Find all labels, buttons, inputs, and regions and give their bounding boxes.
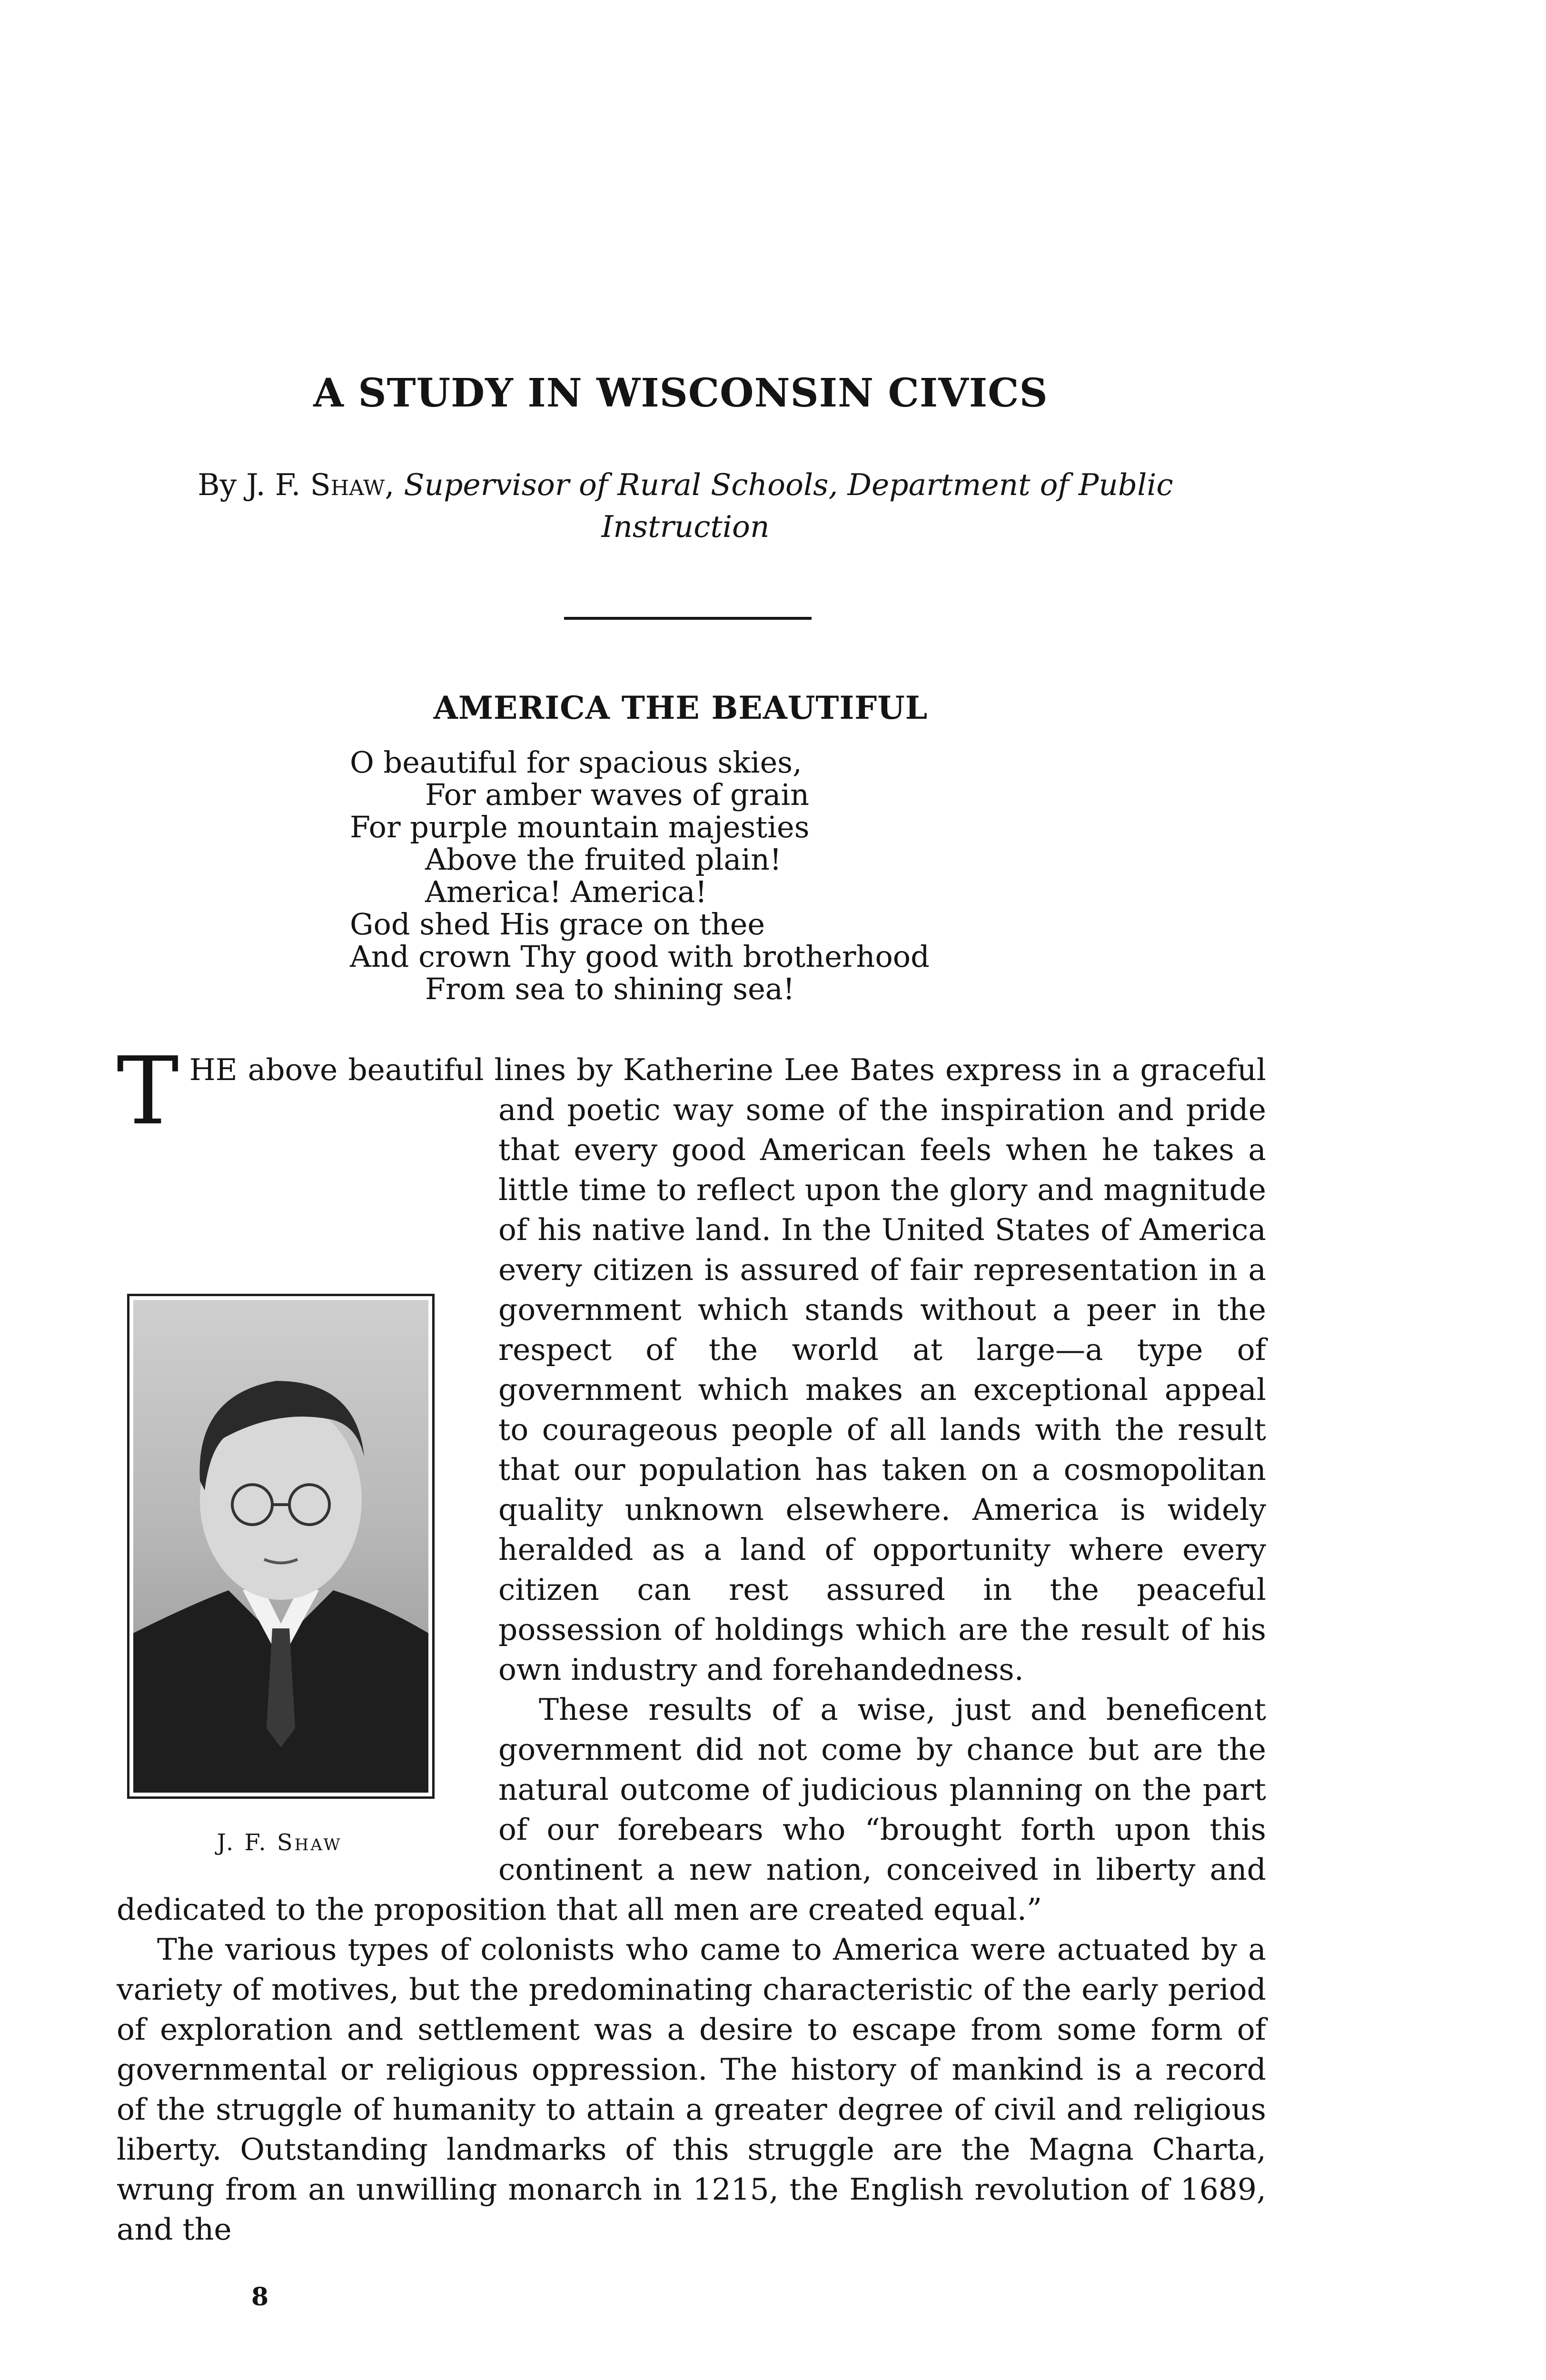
byline-role: Supervisor of Rural Schools, Department of Public Instruction — [404, 467, 1173, 544]
poem-line: From sea to shining sea! — [425, 972, 795, 1006]
poem-line: And crown Thy good with brotherhood — [350, 939, 930, 974]
photo-frame — [127, 1294, 435, 1799]
drop-cap: T — [117, 1037, 179, 1146]
poem — [350, 746, 930, 1005]
byline-author: J. F. Shaw, — [246, 467, 395, 502]
paragraph-1-text: HE above beautiful lines by Katherine Lee Bates express in a graceful and poetic way some of the inspiration and pride that every good American feels when he takes a little time to reflect upon the glory and magnitude of his native land. In the United States of America every citizen is assured of fair representation in a government which stands without a peer in the respect of the world at large—a type of government which makes an exceptional appeal to courageous people of all lands with the result that our population has taken on a cosmopolitan quality unknown elsewhere. America is widely heralded as a land of opportunity where every citizen can rest assured in the peaceful possession of holdings which are the result of his own industry and forehandedness. — [189, 1052, 1266, 1687]
section-divider — [564, 617, 812, 620]
paragraph-2: These results of a wise, just and beneficent government did not come by chance but are the natural outcome of judicious planning on the part of our forebears who “brought forth upon this continent a new nation, conceived in liberty and dedicated to the proposition that all men are created equal.” — [117, 1692, 1266, 1927]
author-photo-figure — [127, 1294, 470, 1873]
poem-line: God shed His grace on thee — [350, 907, 765, 942]
poem-line: O beautiful for spacious skies, — [350, 745, 802, 780]
paragraph-3: The various types of colonists who came to America were actuated by a variety of motives, but the predominating characteristic of the early period of exploration and settlement was a desire to escape from some form of governmental or religious oppression. The history of mankind is a record of the struggle of humanity to attain a greater degree of civil and religious liberty. Outstanding landmarks of this struggle are the Magna Charta, wrung from an unwilling monarch in 1215, the English revolution of 1689, and the — [117, 1932, 1266, 2247]
poem-line: For amber waves of grain — [425, 777, 810, 812]
poem-line: For purple mountain majesties — [350, 810, 810, 844]
photo-caption: J. F. Shaw — [217, 1829, 342, 1856]
poem-line: Above the fruited plain! — [425, 842, 782, 877]
byline-prefix: By — [198, 467, 237, 502]
byline — [114, 464, 1257, 548]
poem-line: America! America! — [425, 874, 707, 909]
portrait-illustration — [133, 1300, 428, 1793]
poem-title: AMERICA THE BEAUTIFUL — [433, 689, 928, 726]
article-title: A STUDY IN WISCONSIN CIVICS — [313, 370, 1048, 416]
portrait-photo-icon — [133, 1300, 428, 1793]
page-number: 8 — [251, 2282, 269, 2311]
article-body — [117, 1037, 1266, 2250]
